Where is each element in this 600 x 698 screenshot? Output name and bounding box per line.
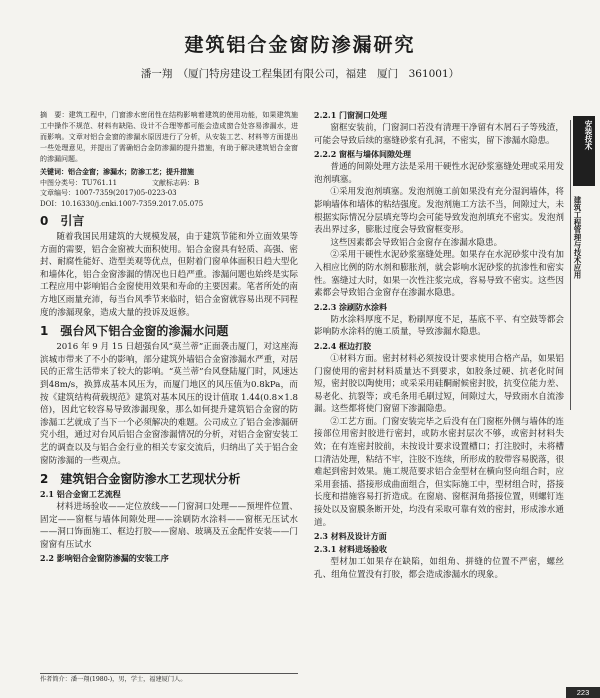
side-tab-line1: 建筑工程管理与技术应用 [573, 196, 582, 279]
right-column [314, 108, 564, 581]
section-2-2-2-paragraph-3: 这些因素都会导致铝合金窗存在渗漏水隐患。 [330, 237, 503, 248]
author-footnote: 作者简介：潘一翔(1980-)，男，学士，福建厦门人。 [40, 673, 298, 684]
section-2-3-heading: 2.3 材料及设计方面 [314, 531, 387, 542]
side-tab-line2: 安装技术 [584, 120, 593, 150]
section-2-2-2-paragraph-4: ②采用干硬性水泥砂浆塞缝处理。如果存在水泥砂浆中没有加入相应比例的防水剂和膨胀剂，就会影响水泥砂浆的抗渗性和密实性。塞缝过大时，如果一次性注浆完成，容易导致不密实。这些因素都会导致铝合金窗存在渗漏水隐患。 [314, 250, 564, 299]
author-byline: 潘一翔 （厦门特房建设工程集团有限公司，福建 厦门 361001） [140, 68, 460, 80]
section-2-1-paragraph: 材料进场验收——定位放线——门窗洞口处理——预埋件位置、固定——窗框与墙体间隙处理——涂刷防水涂料——窗框无压试水——洞口饰面施工、框边打胶——窗扇、玻璃及五金配件安装——门窗窗有压试水 [40, 502, 298, 550]
keywords: 关键词：铝合金窗；渗漏水；防渗工艺；提升措施 [40, 167, 194, 176]
left-column [40, 110, 298, 565]
section-2-heading: 2 建筑铝合金窗防渗水工艺现状分析 [40, 472, 241, 487]
section-1-heading: 1 强台风下铝合金窗的渗漏水问题 [40, 324, 229, 339]
section-2-3-1-paragraph: 型材加工如果存在缺陷，如组角、拼缝的位置不严密，螺丝孔、组角位置没有打胶，都会造成渗漏水的现象。 [314, 557, 564, 580]
abstract: 摘 要：建筑工程中，门窗渗水密闭性在结构影响着建筑的使用功能，如果建筑施工中操作不规范、材料有缺陷、设计不合理等都可能会造成窗合处容易渗漏水，进而影响。文章对铝合金窗的渗漏水原因进行了分析，从安装工艺、材料等方面提出一些处理意见，并提出了需确铝合金防渗漏的提升措施，有助于解决建筑铝合金窗的渗漏问题。 [40, 111, 298, 163]
section-2-2-1-paragraph: 窗框安装前，门窗洞口若没有清理干净留有木屑石子等残渣，可能会导致后续的塞缝砂浆有孔洞，不密实，留下渗漏水隐患。 [314, 123, 564, 146]
section-2-3-1-heading: 2.3.1 材料进场验收 [314, 544, 388, 555]
section-1-paragraph: 2016 年 9 月 15 日超强台风“莫兰蒂”正面袭击厦门，对这座海滨城市带来了不小的影响，部分建筑外墙铝合金窗渗漏水严重，对居民的正常生活带来了较大的影响。“莫兰蒂”台风登陆厦门时，风速达到48m/s，换算成基本风压为，而厦门地区的风压值为0.8kPa，而按《建筑结构荷载规范》建筑对基本风压的设计值取 1.44(0.8×1.8 倍)，因此它较容易导致渗漏现象，那么如何提升建筑铝合金窗的防渗漏工艺就成了当下一个必须解决的难题。公司成立了铝合金渗漏研究小组，通过对台风后铝合金窗渗漏情况的分析，对铝合金窗安装工艺的调查以及与铝合金行业的相关专家交流后，归纳出了关于铝合金窗防渗漏的一些观点。 [40, 342, 299, 466]
section-2-2-2-heading: 2.2.2 窗框与墙体间隙处理 [314, 149, 412, 160]
section-2-2-4-paragraph-2: ②工艺方面。门窗安装完毕之后没有在门窗框外侧与墙体的连接部位用密封胶进行密封，或防水密封层次不够，或密封材料失效；在有连密封胶前，未按设计要求设置槽口；打注胶时，未将槽口清洁处理，粘结不牢，注胶不连续，所形成的胶带容易脱落，很难起到密封效果。施工规范要求铝合金型材在横向竖向组合时，应采用套插、搭接形成曲面组合，但实际施工中，型材组合时，搭接长度和措施容易打折造成。在窗扇、窗框洞角搭接位置，则螺钉连接处以及窗膜条断开处，均没有采取可靠有效的密封，形成渗水通道。 [314, 416, 564, 528]
section-0-paragraph: 随着我国民用建筑的大规模发展，由于建筑节能和外立面效果等方面的需要，铝合金窗被大面积使用。铝合金窗具有轻质、高强、密封、耐腐性能好、造型美观等优点，但附着门窗单体面积日趋大型化和墙体化，铝合金窗渗漏的情况也日趋严重。渗漏问题也始终是实际工程应用中影响铝合金窗使用效果和寿命的主要因素。笔者所处的南方地区雨量充沛，每当台风季节来临时，铝合金窗就容易出现不同程度的渗漏现象，造成大量的投诉及返修。 [40, 232, 298, 318]
page-number: 223 [566, 687, 600, 698]
section-2-2-1-heading: 2.2.1 门窗洞口处理 [314, 110, 388, 120]
section-2-2-4-paragraph-1: ①材料方面。密封材料必须按设计要求使用合格产品，如果铝门窗使用的密封材料质量达不到要求，如胶条过硬、抗老化时间短，密封胶以陶使用；或采采用硅酮耐候密封胶，抗变位能力差、易老化、抗裂等；或毛条用毛刷过短，间隙过大，导致雨水自流渗漏。这些都将使门窗留下渗漏隐患。 [314, 353, 564, 415]
section-2-1-heading: 2.1 铝合金窗工艺流程 [40, 489, 121, 500]
section-2-2-2-paragraph-1: 普通的间隙处理方法是采用干硬性水泥砂浆塞缝处理或采用发泡剂填塞。 [314, 162, 564, 185]
side-divider [570, 120, 571, 410]
section-2-2-4-heading: 2.2.4 框边打胶 [314, 340, 372, 351]
classification: 中图分类号：TU761.11 文献标志码：B [40, 178, 200, 187]
section-2-2-heading: 2.2 影响铝合金窗防渗漏的安装工序 [40, 553, 169, 564]
paper-title: 建筑铝合金窗防渗漏研究 [184, 34, 416, 56]
section-2-2-2-paragraph-2: ①采用发泡剂填塞。发泡剂施工前如果没有充分湿润墙体，将影响墙体和墙体的粘结强度。发泡剂施工方法不当，间隙过大，未根据实际情况分层填充等均会可能导致发泡剂填充不密实。发泡剂表出界过多，膨胀过度会导致窗框变形。 [314, 187, 564, 236]
doi: DOI：10.16330/j.cnki.1007-7359.2017.05.075 [40, 199, 204, 208]
section-2-2-3-heading: 2.2.3 涂刷防水涂料 [314, 301, 388, 312]
article-number: 文章编号：1007-7359(2017)05-0223-03 [40, 189, 177, 197]
section-0-heading: 0 引言 [40, 214, 85, 228]
section-2-2-3-paragraph: 防水涂料厚度不足，粉刷厚度不足，基底不平、有空鼓等都会影响防水涂料的施工质量，导致渗漏水隐患。 [314, 314, 564, 338]
